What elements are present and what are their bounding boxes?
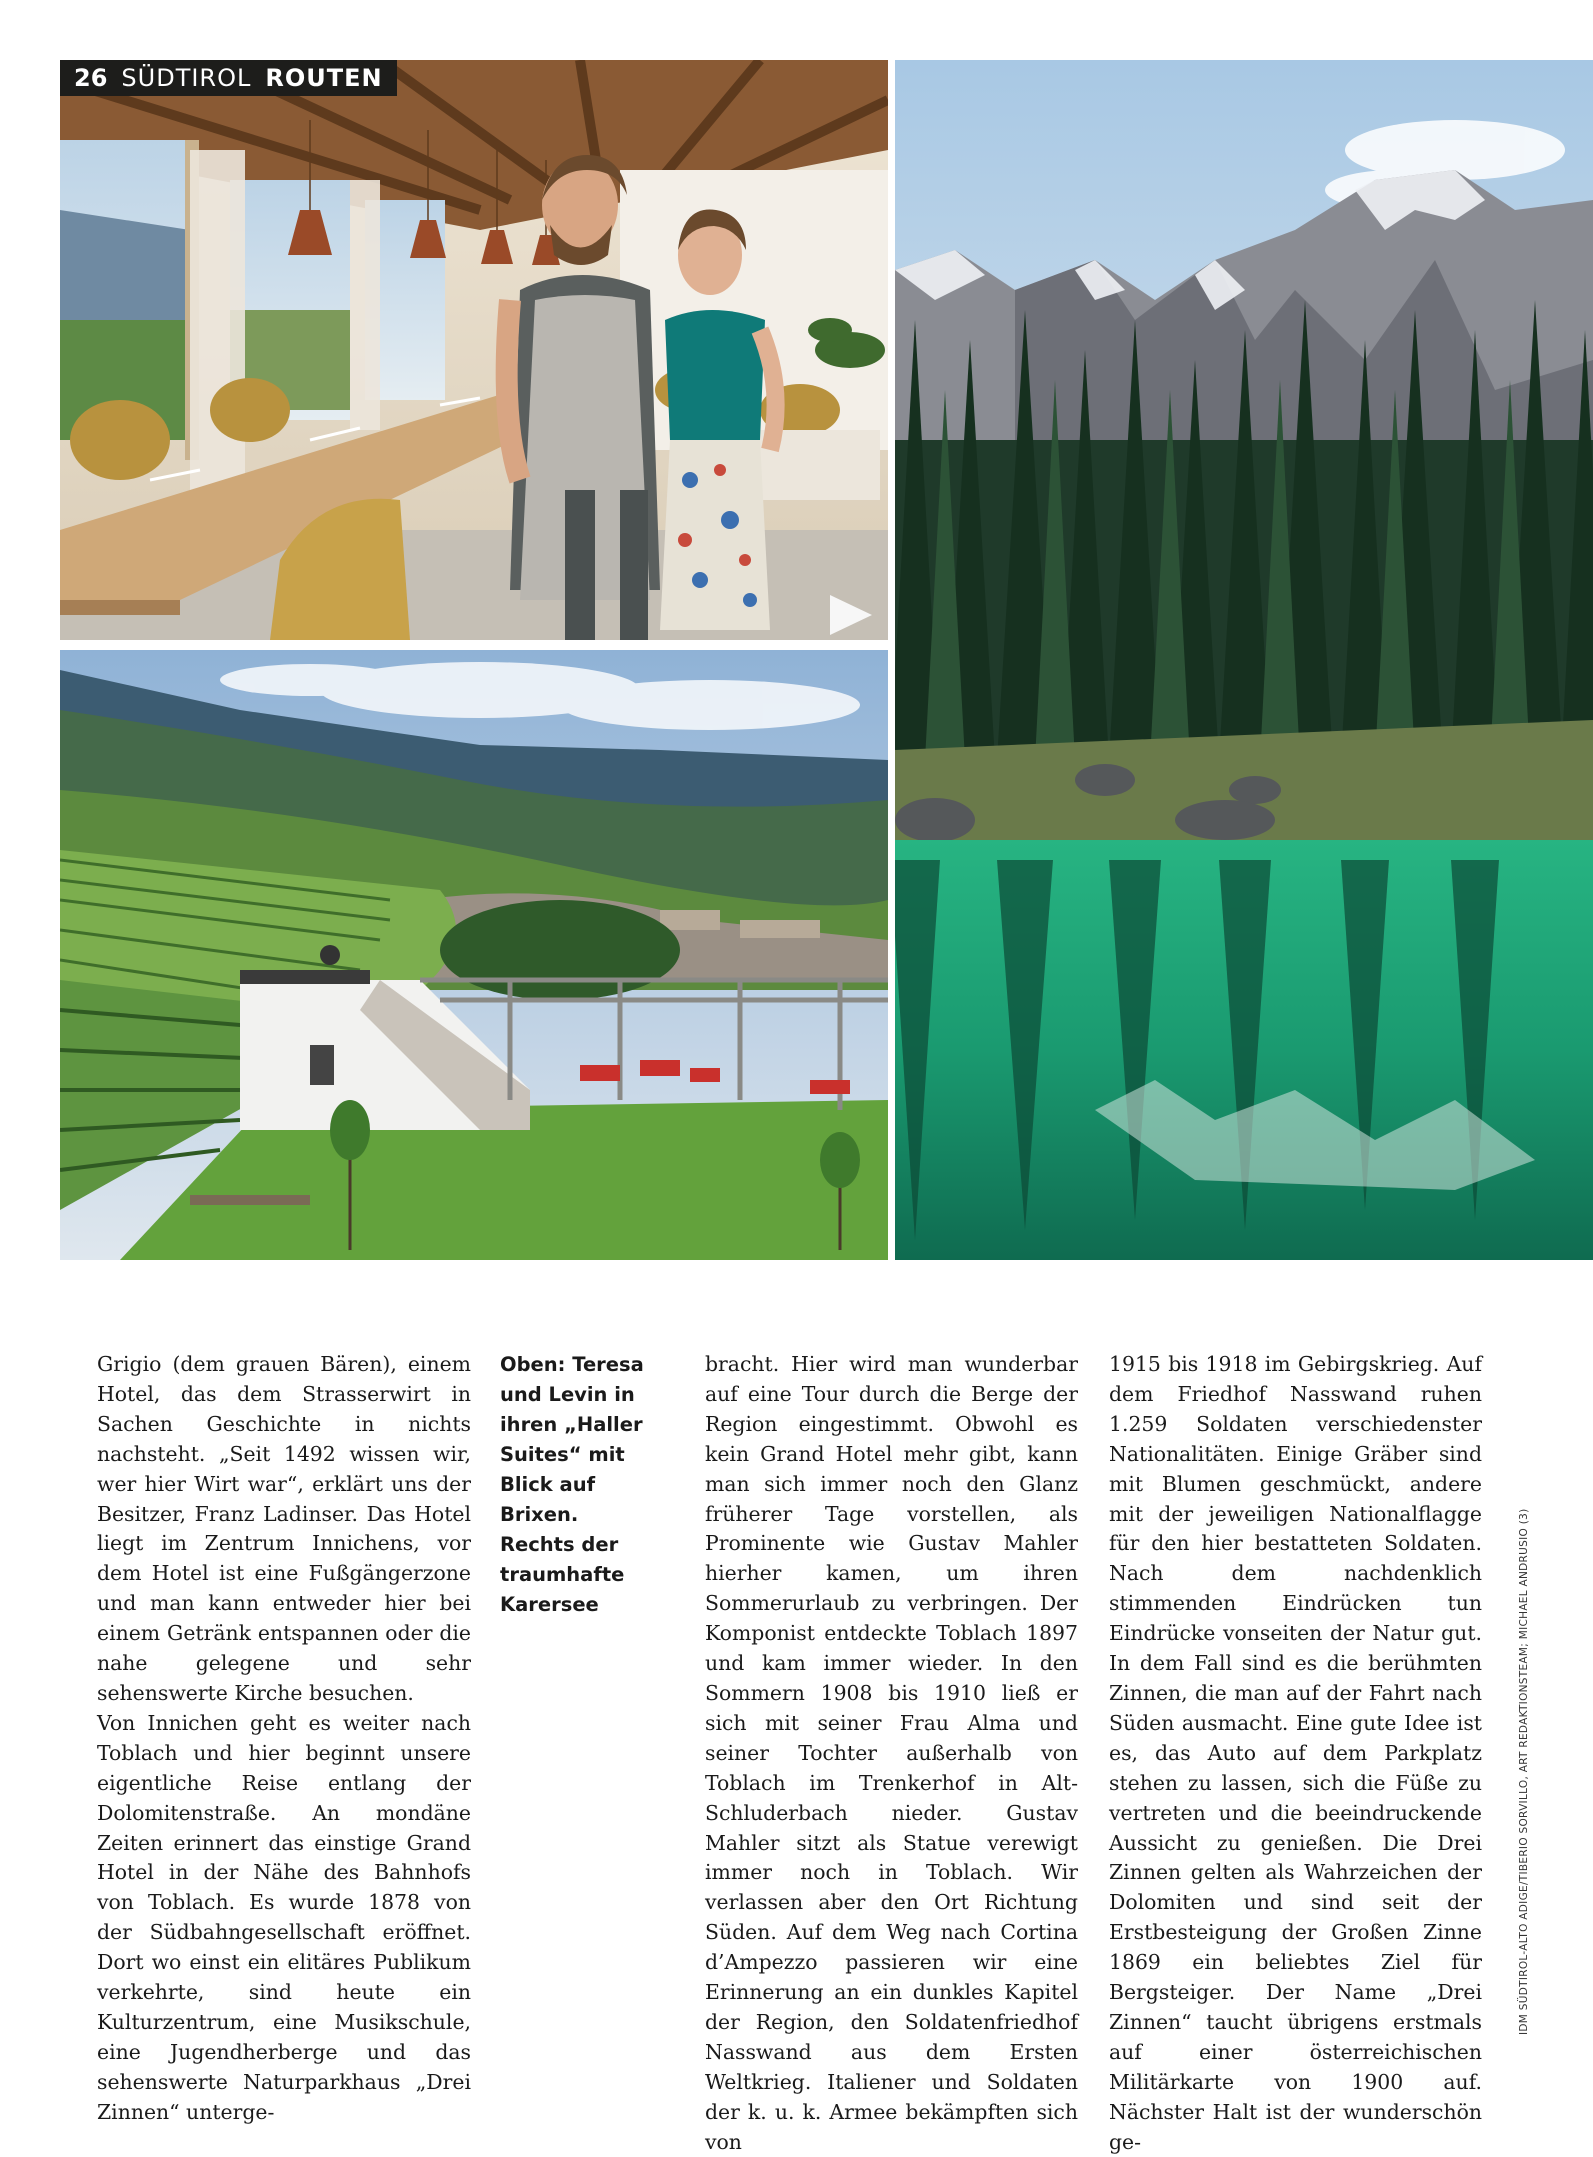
paragraph: Von Innichen geht es weiter nach Toblach und hier beginnt unsere eigentliche Reise entlang der Dolomitenstraße. An mondäne Zeiten erinnert das einstige Grand Hotel in der Nähe des Bahnhofs von Toblach. Es wurde 1878 von der Südbahngesellschaft eröffnet. Dort wo einst ein elitäres Publikum verkehrte, sind heute ein Kulturzentrum, eine Musikschule, eine Jugendherberge und das sehenswerte Naturparkhaus „Drei Zinnen“ unterge- — [97, 1710, 471, 2124]
paragraph: bracht. Hier wird man wunderbar auf eine Tour durch die Berge der Region eingestimmt. Obwohl es kein Grand Hotel mehr gibt, kann man sich immer noch den Glanz früherer Tage vorstellen, als Prominente wie Gustav Mahler hierher kamen, um ihren Sommerurlaub zu verbringen. Der Komponist entdeckte Toblach 1897 und kam immer wieder. In den Sommern 1908 bis 1910 ließ er sich mit seiner Frau Alma und seiner Tochter außerhalb von Toblach im Trenkerhof in Alt-Schluderbach nieder. Gustav Mahler sitzt als Statue verewigt immer noch in Toblach. Wir verlassen aber den Ort Richtung Süden. Auf dem Weg nach Cortina d’Ampezzo passieren wir eine Erinnerung an ein dunkles Kapitel der Region, den Soldatenfriedhof Nasswand aus dem Ersten Weltkrieg. Italiener und Soldaten der k. u. k. Armee bekämpften sich von — [705, 1352, 1078, 2154]
photo-credit — [1518, 1495, 1538, 2035]
rubric-name: ROUTEN — [265, 64, 383, 92]
text-column-1 — [97, 1350, 471, 2128]
text-column-3 — [1109, 1350, 1482, 2157]
text-column-2 — [705, 1350, 1078, 2157]
paragraph: 1915 bis 1918 im Gebirgskrieg. Auf dem Friedhof Nasswand ruhen 1.259 Soldaten verschiedenster Nationalitäten. Einige Gräber sind mit Blumen geschmückt, andere mit der jeweiligen Nationalflagge für den hier bestatteten Soldaten. Nach dem nachdenklich stimmenden Eindrücken tun Eindrücke vonseiten der Natur gut. In dem Fall sind es die berühmten Zinnen, die man auf der Fahrt nach Süden ausmacht. Eine gute Idee ist es, das Auto auf dem Parkplatz stehen zu lassen, sich die Füße zu vertreten und die beeindruckende Aussicht zu genießen. Die Drei Zinnen gelten als Wahrzeichen der Dolomiten und sind seit der Erstbesteigung der Großen Zinne 1869 ein beliebtes Ziel für Bergsteiger. Der Name „Drei Zinnen“ taucht übrigens erstmals auf einer österreichischen Militärkarte von 1900 auf. Nächster Halt ist der wunderschön ge- — [1109, 1352, 1482, 2154]
paragraph: Grigio (dem grauen Bären), einem Hotel, das dem Strasserwirt in Sachen Geschichte in nichts nachsteht. „Seit 1492 wissen wir, wer hier Wirt war“, erklärt uns der Besitzer, Franz Ladinser. Das Hotel liegt im Zentrum Innichens, vor dem Hotel ist eine Fußgängerzone und man kann entweder hier bei einem Getränk entspannen oder die nahe gelegene und sehr sehenswerte Kirche besuchen. — [97, 1352, 471, 1705]
photo-karersee — [895, 60, 1593, 1260]
lake-illustration — [895, 60, 1593, 1260]
page-header-tag — [60, 60, 397, 96]
page-number: 26 — [74, 64, 108, 92]
photo-restaurant-interior — [60, 60, 888, 640]
section-name: SÜDTIROL — [121, 64, 252, 92]
restaurant-illustration — [60, 60, 888, 640]
photo-credit-text: IDM SÜDTIROL-ALTO ADIGE/TIBERIO SORVILLO, ART REDAKTIONSTEAM; MICHAEL ANDRUSIO (3) — [1518, 1508, 1530, 2035]
photo-vineyard-hotel — [60, 650, 888, 1260]
vineyard-illustration — [60, 650, 888, 1260]
photo-caption: Oben: Teresa und Levin in ihren „Haller Suites“ mit Blick auf Brixen. Rechts der traumhafte Karersee — [500, 1353, 644, 1616]
